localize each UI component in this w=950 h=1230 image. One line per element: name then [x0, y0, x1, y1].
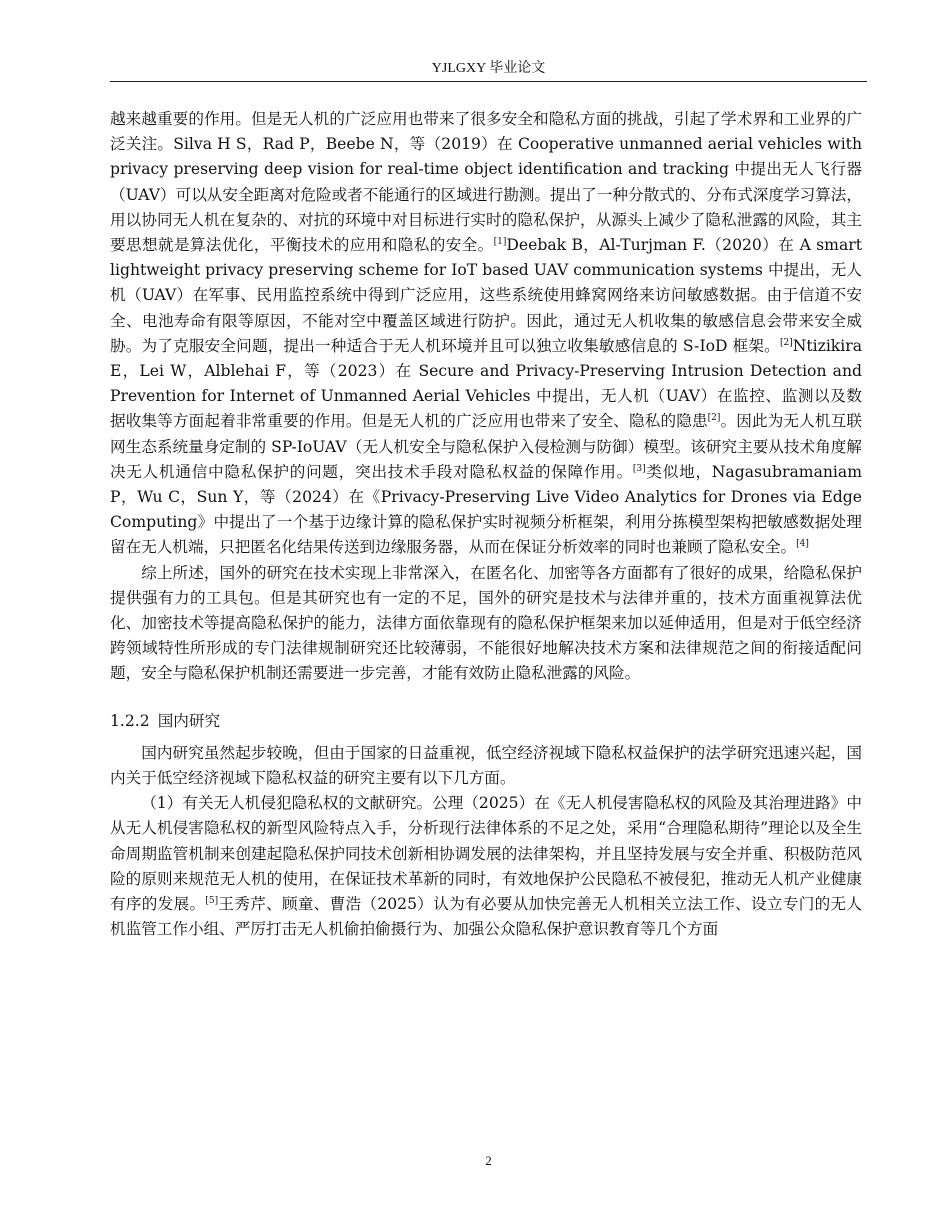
paragraph-foreign-studies	[110, 107, 862, 561]
citation-ref: [2]	[707, 413, 721, 424]
citation-ref: [1]	[493, 236, 507, 247]
citation-ref: [2]	[779, 337, 793, 348]
paragraph-text: 。因此为无人机互联网生态系统量身定制的 SP-IoUAV（无人机安全与隐私保护入侵检测与防御）模型。该研究主要从技术角度解决无人机通信中隐私保护的问题，突出技术手段对隐私权益的保障作用。	[110, 412, 862, 481]
paragraph-summary: 综上所述，国外的研究在技术实现上非常深入，在匿名化、加密等各方面都有了很好的成果，给隐私保护提供强有力的工具包。但是其研究也有一定的不足，国外的研究是技术与法律并重的，技术方面重视算法优化、加密技术等提高隐私保护的能力，法律方面依靠现有的隐私保护框架来加以延伸适用，但是对于低空经济跨领域特性所形成的专门法律规制研究还比较薄弱，不能很好地解决技术方案和法律规范之间的衔接适配问题，安全与隐私保护机制还需要进一步完善，才能有效防止隐私泄露的风险。	[110, 563, 862, 683]
section-number: 1.2.2	[110, 711, 150, 730]
body-text	[110, 107, 862, 943]
citation-ref: [5]	[205, 895, 219, 906]
header-rule	[110, 81, 867, 82]
section-title: 国内研究	[157, 711, 221, 730]
running-header: YJLGXY 毕业论文	[431, 61, 546, 76]
paragraph-text: 类似地，Nagasubramaniam P，Wu C，Sun Y，等（2024）在《Privacy-Preserving Live Video Analytics for Drones via Edge Computing》中提出了一个基于边缘计算的隐私保护实时视频分析框架，利用分拣模型架构把敏感数据处理留在无人机端，只把匿名化结果传送到边缘服务器，从而在保证分析效率的同时也兼顾了隐私安全。	[110, 462, 862, 557]
paragraph-text: 王秀芹、顾童、曹浩（2025）认为有必要从加快完善无人机相关立法工作、设立专门的无人机监管工作小组、严厉打击无人机偷拍偷摄行为、加强公众隐私保护意识教育等几个方面	[110, 895, 862, 939]
section-heading	[110, 709, 862, 734]
paragraph-text: （1）有关无人机侵犯隐私权的文献研究。公理（2025）在《无人机侵害隐私权的风险及其治理进路》中从无人机侵害隐私权的新型风险特点入手，分析现行法律体系的不足之处，采用“合理隐私期待”理论以及全生命周期监管机制来创建起隐私保护同技术创新相协调发展的法律架构，并且坚持发展与安全并重、积极防范风险的原则来规范无人机的使用，在保证技术革新的同时，有效地保护公民隐私不被侵犯，推动无人机产业健康有序的发展。	[110, 794, 862, 914]
paragraph-text: Deebak B，Al-Turjman F.（2020）在 A smart lightweight privacy preserving scheme for IoT based UAV communication systems 中提出，无人机（UAV）在军事、民用监控系统中得到广泛应用，这些系统使用蜂窝网络来访问敏感数据。由于信道不安全、电池寿命有限等原因，不能对空中覆盖区域进行防护。因此，通过无人机收集的敏感信息会带来安全威胁。为了克服安全问题，提出一种适合于无人机环境并且可以独立收集敏感信息的 S-IoD 框架。	[110, 236, 862, 355]
paragraph-drone-privacy-literature	[110, 791, 862, 942]
citation-ref: [4]	[796, 539, 809, 550]
paragraph-text: 越来越重要的作用。但是无人机的广泛应用也带来了很多安全和隐私方面的挑战，引起了学术界和工业界的广泛关注。Silva H S，Rad P，Beebe N，等（2019）在 Cooperative unmanned aerial vehicles with privacy preserving deep vision for real-time object identification and tracking 中提出无人飞行器（UAV）可以从安全距离对危险或者不能通行的区域进行勘测。提出了一种分散式的、分布式深度学习算法，用以协同无人机在复杂的、对抗的环境中对目标进行实时的隐私保护，从源头上减少了隐私泄露的风险，其主要思想就是算法优化，平衡技术的应用和隐私的安全。	[110, 110, 862, 255]
citation-ref: [3]	[632, 463, 646, 474]
page-number: 2	[485, 1153, 492, 1168]
paragraph-text: Ntizikira E，Lei W，Alblehai F，等（2023）在 Secure and Privacy-Preserving Intrusion Detection and Prevention for Internet of Unmanned Aerial Vehicles 中提出，无人机（UAV）在监控、监测以及数据收集等方面起着非常重要的作用。但是无人机的广泛应用也带来了安全、隐私的隐患	[110, 336, 862, 431]
paragraph-domestic-intro: 国内研究虽然起步较晚，但由于国家的日益重视，低空经济视域下隐私权益保护的法学研究迅速兴起，国内关于低空经济视域下隐私权益的研究主要有以下几方面。	[110, 743, 862, 788]
